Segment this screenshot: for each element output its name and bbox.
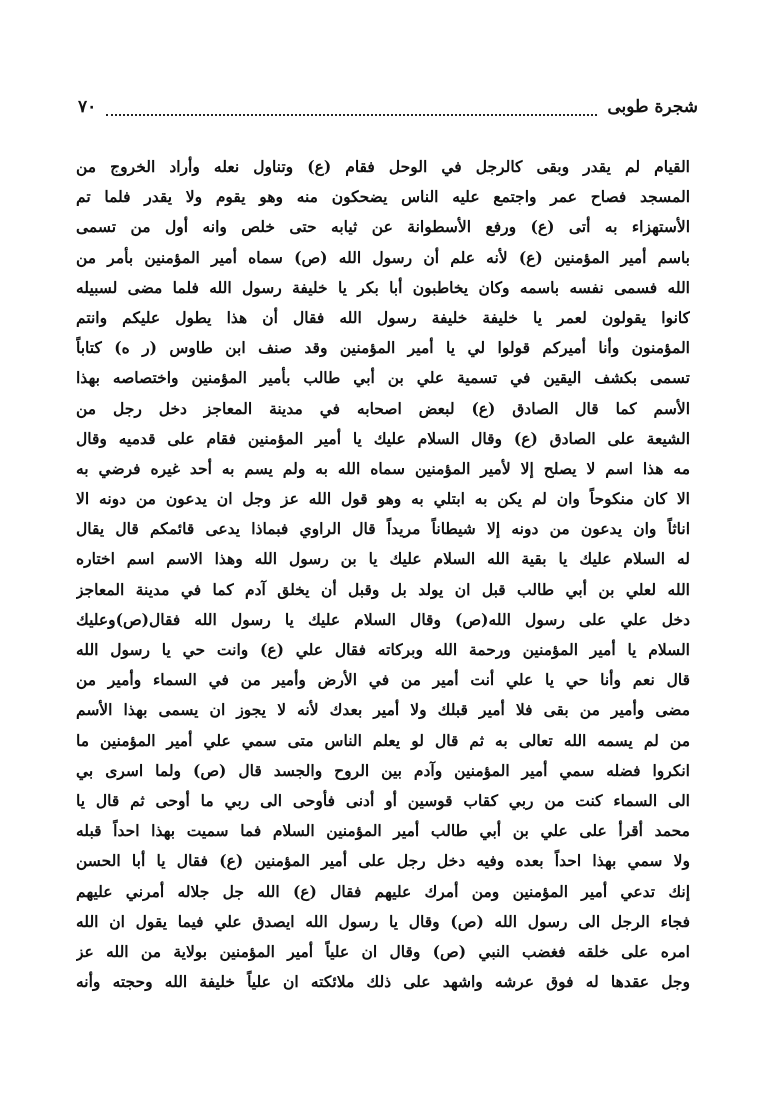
text-line: كانوا يقولون لعمر يا خليفة خليفة رسول الله فقال أن هذا يطول عليكم وانتم xyxy=(76,307,690,327)
text-line: دخل علي على رسول الله(ص) وقال السلام عليك يا رسول الله فقال(ص)وعليك xyxy=(76,609,690,629)
text-line: ولا سمي بهذا احداً بعده وفيه دخل رجل على أمير المؤمنين (ع) فقال يا أبا الحسن xyxy=(76,851,690,871)
text-line: المؤمنون وأنا أميركم قولوا لي يا أمير المؤمنين وقد صنف ابن طاوس (ر ه) كتاباً xyxy=(76,338,690,358)
text-line: محمد أقرأ على علي بن أبي طالب أمير المؤمنين السلام فما سميت بهذا احداً قبله xyxy=(76,821,690,841)
body-text xyxy=(76,152,690,997)
text-line: مه هذا اسم لا يصلح إلا لأمير المؤمنين سماه الله به ولم يسم به أحد غيره فرضي به xyxy=(76,458,690,478)
text-line: تسمى بكشف اليقين في تسمية علي بن أبي طالب بأمير المؤمنين واختصاصه بهذا xyxy=(76,368,690,388)
text-line: الأستهزاء به أتى (ع) ورفع الأسطوانة عن ثيابه حتى خلص وانه أول من تسمى xyxy=(76,217,690,237)
text-line: الأسم كما قال الصادق (ع) لبعض اصحابه في مدينة المعاجز دخل رجل من xyxy=(76,398,690,418)
text-line: وجل عقدها له فوق عرشه واشهد على ذلك ملائكته ان علياً خليفة الله وحجته وأنه xyxy=(76,972,690,992)
text-line: امره على خلقه فغضب النبي (ص) وقال ان علياً أمير المؤمنين بولاية من الله عز xyxy=(76,941,690,961)
text-line: الله فسمى نفسه باسمه وكان يخاطبون أبا بكر يا خليفة رسول الله فلما مضى لسبيله xyxy=(76,277,690,297)
header-dot-leader xyxy=(106,108,597,116)
text-line: قال نعم وأنا حي يا علي أنت أمير من في الأرض وأمير من في السماء وأمير من xyxy=(76,670,690,690)
text-line: فجاء الرجل الى رسول الله (ص) وقال يا رسول الله ايصدق علي فيما يقول ان الله xyxy=(76,911,690,931)
page-number: ٧٠ xyxy=(78,97,97,117)
text-line: اناثاً وان يدعون من دونه إلا شيطاناً مريداً قال الراوي فبماذا يدعى قائمكم قال يقال xyxy=(76,519,690,539)
text-line: باسم أمير المؤمنين (ع) لأنه علم أن رسول الله (ص) سماه أمير المؤمنين بأمر من xyxy=(76,247,690,267)
page-header xyxy=(78,90,698,124)
text-line: من لم يسمه الله تعالى به ثم قال لو يعلم الناس متى سمي علي أمير المؤمنين ما xyxy=(76,730,690,750)
text-line: الى السماء كنت من ربي كقاب قوسين أو أدنى فأوحى الى ربي ما أوحى ثم قال يا xyxy=(76,790,690,810)
text-line: الا كان منكوحاً وان لم يكن به ابتلي به وهو قول الله عز وجل ان يدعون من دونه الا xyxy=(76,489,690,509)
text-line: المسجد فصاح عمر واجتمع عليه الناس يضحكون منه وهو يقوم ولا يقدر فلما تم xyxy=(76,187,690,207)
text-line: إنك تدعي أمير المؤمنين ومن أمرك عليهم فقال (ع) الله جل جلاله أمرني عليهم xyxy=(76,881,690,901)
text-line: السلام يا أمير المؤمنين ورحمة الله وبركاته فقال علي (ع) وانت حي يا رسول الله xyxy=(76,640,690,659)
text-line: الله لعلي بن أبي طالب قبل ان يولد بل وقبل أن يخلق آدم كما في مدينة المعاجز xyxy=(76,579,690,599)
text-line: انكروا فضله سمي أمير المؤمنين وآدم بين الروح والجسد قال (ص) ولما اسرى بي xyxy=(76,760,690,780)
book-title: شجرة طوبى xyxy=(607,97,698,117)
text-line: الشيعة على الصادق (ع) وقال السلام عليك يا أمير المؤمنين فقام على قدميه وقال xyxy=(76,428,690,448)
text-line: مضى وأمير من بقى فلا أمير قبلك ولا أمير بعدك لأنه لا يجوز ان يسمى بهذا الأسم xyxy=(76,700,690,720)
text-line: له السلام عليك يا بقية الله السلام عليك يا بن رسول الله وهذا الاسم اسم اختاره xyxy=(76,549,690,569)
text-line: القيام لم يقدر وبقى كالرجل في الوحل فقام (ع) وتناول نعله وأراد الخروج من xyxy=(76,157,690,176)
